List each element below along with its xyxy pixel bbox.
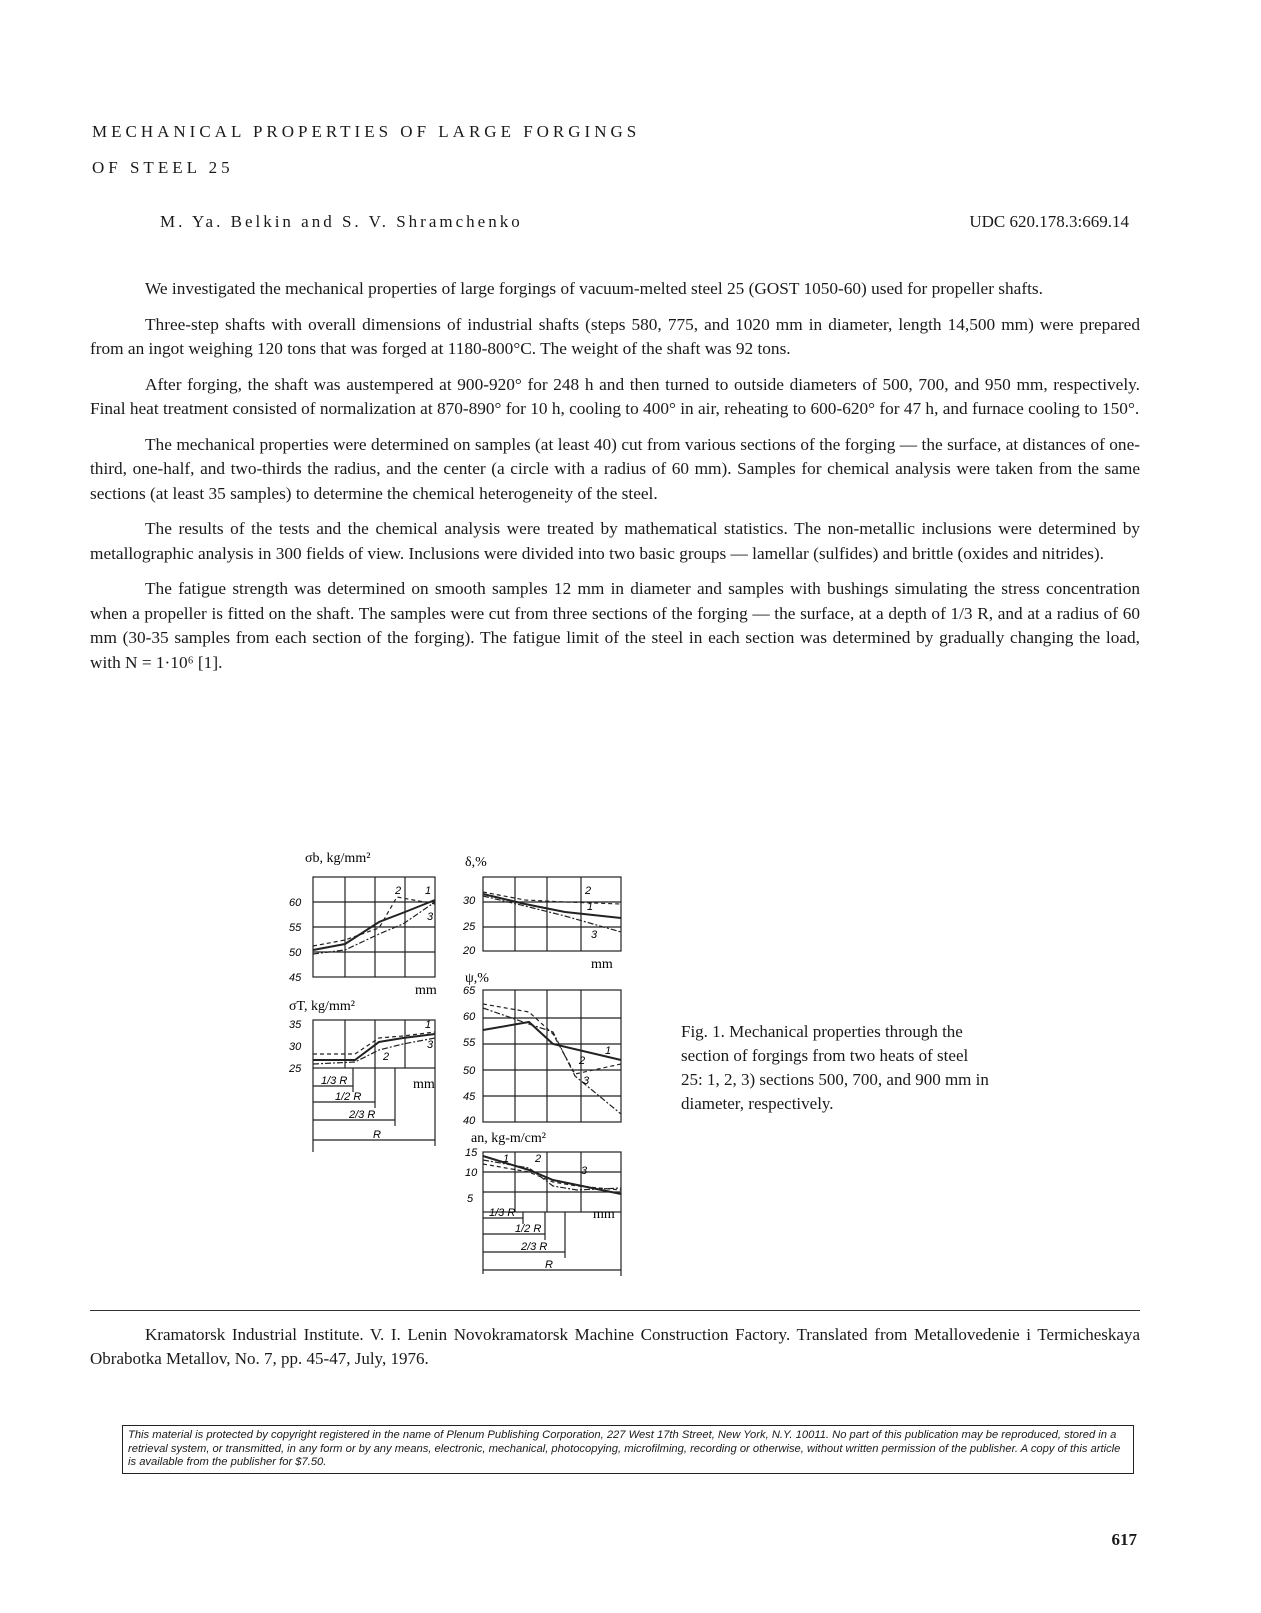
delta-label: δ,% <box>465 855 487 870</box>
series-label: 3 <box>583 1075 590 1087</box>
affiliation-note: Kramatorsk Industrial Institute. V. I. Lenin Novokramatorsk Machine Construction Factory. Translated from Metallovedenie i Termicheskaya Obrabotka Metallov, No. 7, pp. 45-47, July, 1976. <box>90 1325 1140 1368</box>
tick: 10 <box>465 1167 478 1179</box>
copyright-notice: This material is protected by copyright registered in the name of Plenum Publishing Corporation, 227 West 17th Street, New York, N.Y. 10011. No part of this publication may be reproduced, stored in a retrieval system, or transmitted, in any form or by any means, electronic, mechanical, photocopying, microfilming, recording or otherwise, without written permission of the publisher. A copy of this article is available from the publisher for $7.50. <box>122 1425 1134 1474</box>
tick: 65 <box>463 985 476 997</box>
paragraph: We investigated the mechanical properties of large forgings of vacuum-melted steel 25 (GOST 1050-60) used for propeller shafts. <box>145 279 1043 298</box>
x-unit: mm <box>413 1077 435 1092</box>
series-label: 2 <box>395 885 402 897</box>
psi-label: ψ,% <box>465 971 489 986</box>
tick: 30 <box>289 1041 302 1053</box>
paragraph: After forging, the shaft was austempered at 900-920° for 248 h and then turned to outside diameters of 500, 700, and 950 mm, respectively. Final heat treatment consisted of normalization at 870-890° for 10 h, cooling to 400° in air, reheating to 600-620° for 47 h, and furnace cooling to 150°. <box>90 374 1140 418</box>
tick: 45 <box>289 972 302 984</box>
tick: 5 <box>467 1193 474 1205</box>
series-label: 2 <box>535 1153 542 1165</box>
series-label: 1 <box>425 1019 432 1031</box>
footnote-divider <box>90 1310 1140 1311</box>
page-number: 617 <box>1111 1530 1137 1549</box>
tick: 25 <box>463 921 476 933</box>
tick: 45 <box>463 1091 476 1103</box>
x-mark: R <box>373 1129 381 1141</box>
x-mark: 2/3 R <box>521 1241 548 1253</box>
series-label: 3 <box>591 929 598 941</box>
figure-1 <box>285 842 645 1282</box>
x-mark: 2/3 R <box>349 1109 376 1121</box>
series-label: 3 <box>581 1165 588 1177</box>
tick: 55 <box>463 1037 476 1049</box>
tick: 40 <box>463 1115 476 1127</box>
an-label: an, kg-m/cm² <box>471 1131 546 1146</box>
x-mark: 1/3 R <box>489 1207 516 1219</box>
x-mark: 1/2 R <box>515 1223 542 1235</box>
tick: 50 <box>463 1065 476 1077</box>
article-title-line1: MECHANICAL PROPERTIES OF LARGE FORGINGS <box>92 122 641 141</box>
paragraph: Three-step shafts with overall dimensions of industrial shafts (steps 580, 775, and 1020 mm in diameter, length 14,500 mm) were prepared from an ingot weighing 120 tons that was forged at 1180-800°C. The weight of the shaft was 92 tons. <box>90 314 1140 358</box>
series-label: 1 <box>503 1153 510 1165</box>
series-label: 2 <box>585 885 592 897</box>
x-unit: mm <box>591 957 613 972</box>
series-label: 3 <box>427 911 434 923</box>
tick: 25 <box>289 1063 302 1075</box>
tick: 60 <box>289 897 302 909</box>
delta-frame <box>483 877 621 951</box>
tick: 60 <box>463 1011 476 1023</box>
tick: 30 <box>463 895 476 907</box>
series-label: 2 <box>383 1051 390 1063</box>
paragraph: The fatigue strength was determined on smooth samples 12 mm in diameter and samples with bushings simulating the stress concentration when a propeller is fitted on the shaft. The samples were cut from three sections of the forging — the surface, at a depth of 1/3 R, and at a radius of 60 mm (30-35 samples from each section of the forging). The fatigue limit of the steel in each section was determined by gradually changing the load, with N = 1·10⁶ [1]. <box>90 579 1140 672</box>
authors: M. Ya. Belkin and S. V. Shramchenko <box>160 212 523 231</box>
series-label: 2 <box>579 1055 586 1067</box>
tick: 50 <box>289 947 302 959</box>
series-label: 1 <box>605 1045 612 1057</box>
x-mark: 1/2 R <box>335 1091 362 1103</box>
x-mark: 1/3 R <box>321 1075 348 1087</box>
tick: 55 <box>289 922 302 934</box>
series-label: 3 <box>427 1039 434 1051</box>
tick: 20 <box>463 945 476 957</box>
sigma-t-label: σT, kg/mm² <box>289 999 355 1014</box>
sigma-b-label: σb, kg/mm² <box>305 851 371 866</box>
tick: 35 <box>289 1019 302 1031</box>
body-text <box>90 277 1140 686</box>
series-label: 1 <box>425 885 432 897</box>
article-title-line2: OF STEEL 25 <box>92 158 234 177</box>
paragraph: The results of the tests and the chemical analysis were treated by mathematical statistics. The non-metallic inclusions were determined by metallographic analysis in 300 fields of view. Inclusions were divided into two basic groups — lamellar (sulfides) and brittle (oxides and nitrides). <box>90 519 1140 563</box>
figure-caption: Fig. 1. Mechanical properties through the section of forgings from two heats of steel 25: 1, 2, 3) sections 500, 700, and 900 mm in diameter, respectively. <box>681 1022 989 1113</box>
series-label: 1 <box>587 901 594 913</box>
x-mark: R <box>545 1259 553 1271</box>
paragraph: The mechanical properties were determined on samples (at least 40) cut from various sections of the forging — the surface, at distances of one-third, one-half, and two-thirds the radius, and the center (a circle with a radius of 60 mm). Samples for chemical analysis were taken from the same sections (at least 35 samples) to determine the chemical heterogeneity of the steel. <box>90 434 1140 503</box>
x-unit: mm <box>415 983 437 998</box>
x-unit: mm <box>593 1207 615 1222</box>
udc-code: UDC 620.178.3:669.14 <box>969 212 1129 231</box>
tick: 15 <box>465 1147 478 1159</box>
